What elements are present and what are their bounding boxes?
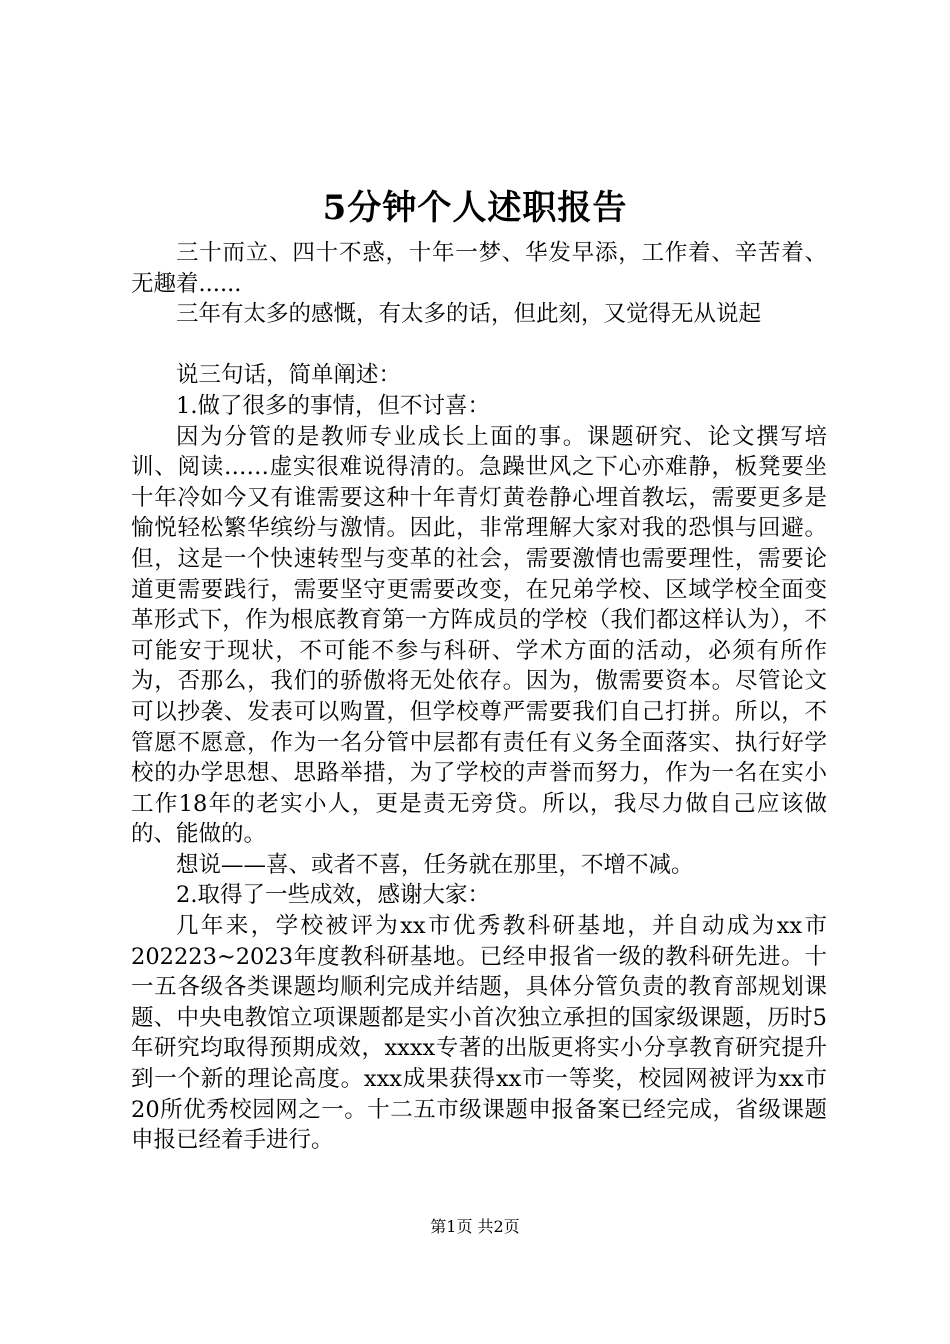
document-body xyxy=(131,238,827,1156)
paragraph: 2.取得了一些成效，感谢大家： xyxy=(176,882,490,909)
paragraph: 说三句话，简单阐述： xyxy=(176,362,402,389)
paragraph: 三年有太多的感慨，有太多的话，但此刻，又觉得无从说起 xyxy=(176,301,762,328)
paragraph: 三十而立、四十不惑，十年一梦、华发早添，工作着、辛苦着、无趣着...... xyxy=(131,240,827,297)
paragraph: 1.做了很多的事情，但不讨喜： xyxy=(176,392,490,419)
paragraph: 几年来，学校被评为xx市优秀教科研基地，并自动成为xx市202223~2023年度教科研基地。已经申报省一级的教科研先进。十一五各级各类课题均顺利完成并结题，具体分管负责的教育部规划课题、中央电教馆立项课题都是实小首次独立承担的国家级课题，历时5年研究均取得预期成效，xxxx专著的出版更将实小分享教育研究提升到一个新的理论高度。xxx成果获得xx市一等奖，校园网被评为xx市20所优秀校园网之一。十二五市级课题申报备案已经完成，省级课题申报已经着手进行。 xyxy=(131,913,827,1154)
paragraph: 因为分管的是教师专业成长上面的事。课题研究、论文撰写培训、阅读……虚实很难说得清的。急躁世风之下心亦难静，板凳要坐十年冷如今又有谁需要这种十年青灯黄卷静心埋首教坛，需要更多是愉悦轻松繁华缤纷与激情。因此，非常理解大家对我的恐惧与回避。但，这是一个快速转型与变革的社会，需要激情也需要理性，需要论道更需要践行，需要坚守更需要改变，在兄弟学校、区域学校全面变革形式下，作为根底教育第一方阵成员的学校（我们都这样认为），不可能安于现状，不可能不参与科研、学术方面的活动，必须有所作为，否那么，我们的骄傲将无处依存。因为，傲需要资本。尽管论文可以抄袭、发表可以购置，但学校尊严需要我们自己打拼。所以，不管愿不愿意，作为一名分管中层都有责任有义务全面落实、执行好学校的办学思想、思路举措，为了学校的声誉而努力，作为一名在实小工作18年的老实小人，更是责无旁贷。所以，我尽力做自己应该做的、能做的。 xyxy=(131,423,827,848)
page-footer: 第1页 共2页 xyxy=(430,1217,520,1236)
document-title: 5分钟个人述职报告 xyxy=(322,188,628,228)
paragraph: 想说——喜、或者不喜，任务就在那里，不增不减。 xyxy=(176,851,694,878)
